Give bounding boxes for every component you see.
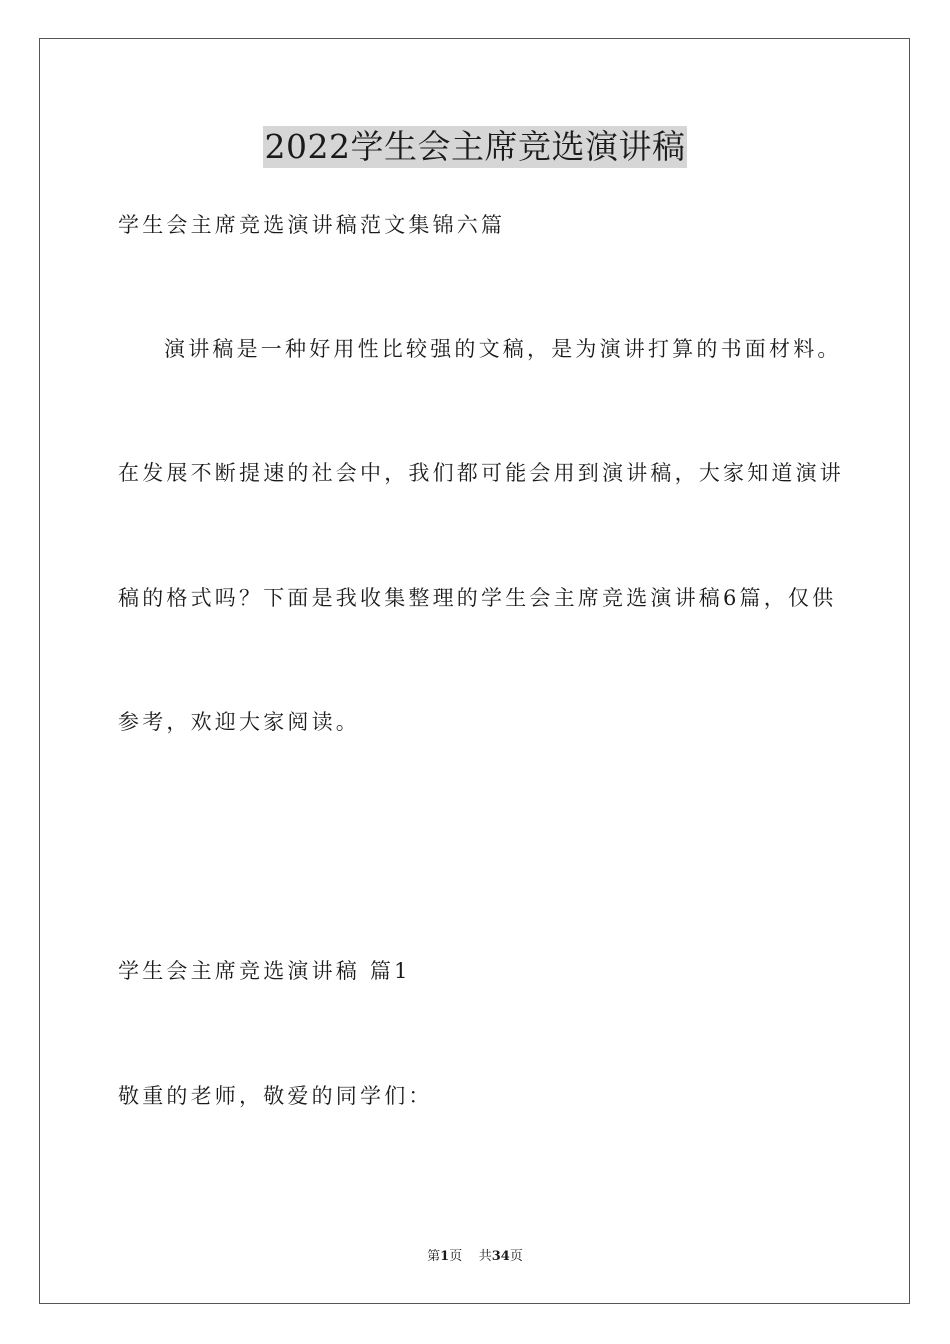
total-prefix: 共 — [478, 1249, 492, 1264]
document-subtitle: 学生会主席竞选演讲稿范文集锦六篇 — [118, 213, 506, 237]
page-suffix: 页 — [449, 1249, 463, 1264]
intro-line-1: 演讲稿是一种好用性比较强的文稿，是为演讲打算的书面材料。 — [164, 337, 842, 361]
page-prefix: 第 — [427, 1249, 441, 1264]
intro-line-3: 稿的格式吗？下面是我收集整理的学生会主席竞选演讲稿6篇，仅供 — [118, 586, 837, 610]
page-number: 1 — [440, 1249, 450, 1264]
total-pages: 34 — [491, 1249, 510, 1264]
title-container — [0, 126, 950, 168]
intro-line-4: 参考，欢迎大家阅读。 — [118, 710, 360, 734]
intro-line-2: 在发展不断提速的社会中，我们都可能会用到演讲稿，大家知道演讲 — [118, 461, 844, 485]
salutation: 敬重的老师，敬爱的同学们： — [118, 1084, 433, 1108]
section-heading: 学生会主席竞选演讲稿 篇1 — [118, 959, 411, 983]
document-title: 2022学生会主席竞选演讲稿 — [264, 127, 686, 166]
total-suffix: 页 — [509, 1249, 523, 1264]
page-footer — [0, 1248, 950, 1266]
